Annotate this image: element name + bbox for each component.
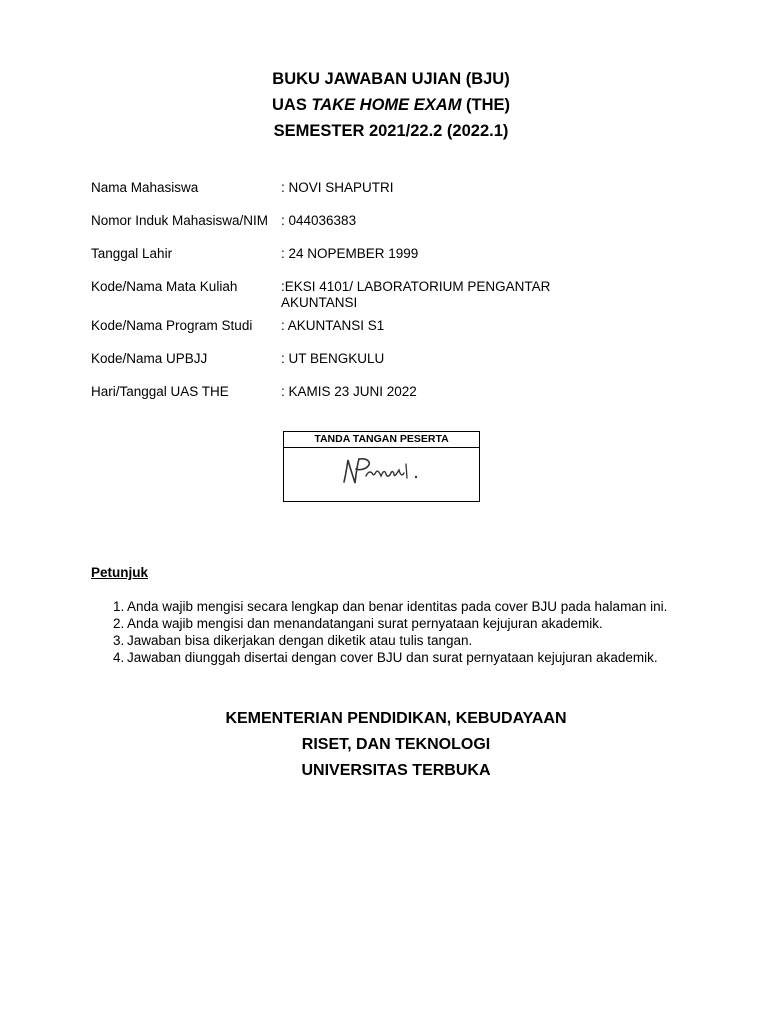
petunjuk-title: Petunjuk [91, 565, 149, 580]
item-number: 3. [113, 633, 125, 648]
identity-value: : 044036383 [281, 213, 357, 228]
identity-label: Hari/Tanggal UAS THE [91, 384, 229, 399]
item-text: Jawaban bisa dikerjakan dengan diketik atau tulis tangan. [127, 633, 473, 648]
item-number: 1. [113, 599, 125, 614]
identity-value: : AKUNTANSI S1 [281, 318, 385, 333]
title-line-1: BUKU JAWABAN UJIAN (BJU) [272, 70, 510, 88]
title-line-2-suffix: (THE) [461, 96, 511, 114]
item-number: 4. [113, 650, 125, 665]
signature-heading: TANDA TANGAN PESERTA [284, 432, 479, 448]
institution-footer [0, 706, 768, 784]
identity-value: :EKSI 4101/ LABORATORIUM PENGANTAR AKUNTANSI [281, 279, 551, 310]
title-line-2-prefix: UAS [271, 96, 312, 114]
list-item [113, 598, 733, 615]
identity-value: : 24 NOPEMBER 1999 [281, 246, 419, 261]
list-item [113, 649, 733, 666]
signature-image [328, 452, 428, 492]
document-title [0, 66, 768, 144]
footer-line-2: RISET, DAN TEKNOLOGI [301, 736, 491, 753]
item-text: Anda wajib mengisi secara lengkap dan benar identitas pada cover BJU pada halaman ini. [127, 599, 668, 614]
title-line-2-italic: TAKE HOME EXAM [311, 96, 462, 114]
footer-line-3: UNIVERSITAS TERBUKA [301, 762, 491, 779]
signature-box [283, 431, 480, 502]
identity-value: : KAMIS 23 JUNI 2022 [281, 384, 417, 399]
identity-label: Kode/Nama Mata Kuliah [91, 279, 238, 294]
item-text: Anda wajib mengisi dan menandatangani surat pernyataan kejujuran akademik. [127, 616, 603, 631]
identity-value: : UT BENGKULU [281, 351, 385, 366]
identity-label: Tanggal Lahir [91, 246, 173, 261]
title-line-2 [0, 92, 768, 118]
identity-label: Nomor Induk Mahasiswa/NIM [91, 213, 269, 228]
title-line-3: SEMESTER 2021/22.2 (2022.1) [273, 122, 509, 140]
list-item [113, 615, 733, 632]
instruction-list [113, 598, 733, 666]
footer-line-1: KEMENTERIAN PENDIDIKAN, KEBUDAYAAN [225, 710, 567, 727]
identity-label: Kode/Nama UPBJJ [91, 351, 208, 366]
identity-label: Nama Mahasiswa [91, 180, 199, 195]
identity-label: Kode/Nama Program Studi [91, 318, 253, 333]
item-number: 2. [113, 616, 125, 631]
list-item [113, 632, 733, 649]
item-text: Jawaban diunggah disertai dengan cover BJU dan surat pernyataan kejujuran akademik. [127, 650, 658, 665]
identity-value: : NOVI SHAPUTRI [281, 180, 394, 195]
